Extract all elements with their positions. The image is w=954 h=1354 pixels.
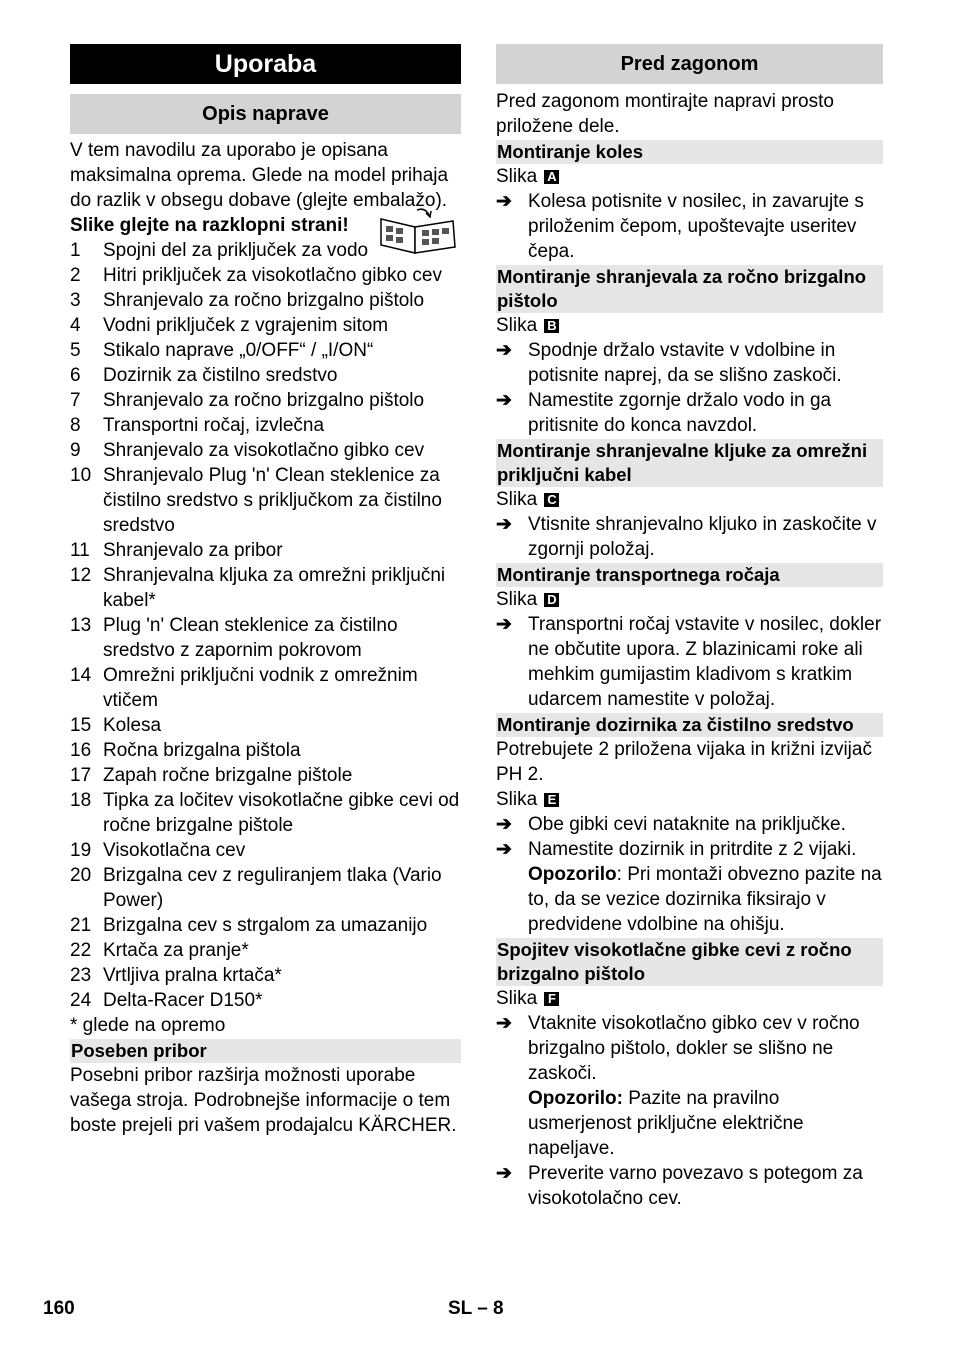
instruction-step: ➔ Vtisnite shranjevalno kljuko in zaskočite v zgornji položaj. bbox=[496, 514, 877, 560]
figure-badge: B bbox=[544, 319, 559, 333]
subheading-detergent-dispenser: Montiranje dozirnika za čistilno sredstvo bbox=[496, 713, 883, 737]
list-item: 10 Shranjevalo Plug 'n' Clean steklenice za čistilno sredstvo s priključkom za čistilno sredstvo bbox=[70, 465, 442, 536]
figure-badge: C bbox=[544, 493, 559, 507]
list-item: 19 Visokotlačna cev bbox=[70, 840, 246, 861]
figure-reference: Slika F bbox=[496, 986, 883, 1011]
section-heading-special-accessories: Poseben pribor bbox=[70, 1039, 461, 1063]
figure-reference: Slika B bbox=[496, 313, 883, 338]
instruction-step: ➔ Preverite varno povezavo s potegom za visokotolačno cev. bbox=[496, 1163, 863, 1209]
list-item: 4 Vodni priključek z vgrajenim sitom bbox=[70, 315, 389, 336]
figure-reference: Slika D bbox=[496, 587, 883, 612]
images-note-row bbox=[70, 213, 461, 238]
figure-badge: D bbox=[544, 593, 559, 607]
page-number: 160 bbox=[43, 1298, 75, 1319]
list-item: 6 Dozirnik za čistilno sredstvo bbox=[70, 365, 338, 386]
warning-note: Opozorilo: Pri montaži obvezno pazite na to, da se vezice dozirnika fiksirajo v predvidene vdolbine na ohišju. bbox=[528, 864, 882, 935]
list-item: 13 Plug 'n' Clean steklenice za čistilno sredstvo z zapornim pokrovom bbox=[70, 615, 398, 661]
list-item: 3 Shranjevalo za ročno brizgalno pištolo bbox=[70, 290, 425, 311]
figure-badge: F bbox=[544, 992, 559, 1006]
tools-paragraph: Potrebujete 2 priložena vijaka in križni izvijač PH 2. bbox=[496, 739, 872, 785]
instruction-step: ➔ Kolesa potisnite v nosilec, in zavarujte s priloženim čepom, upoštevajte useritev čepa. bbox=[496, 191, 864, 262]
list-item: 21 Brizgalna cev s strgalom za umazanijo bbox=[70, 915, 428, 936]
figure-reference: Slika E bbox=[496, 787, 883, 812]
warning-label: Opozorilo: bbox=[528, 1088, 623, 1109]
list-item: 11 Shranjevalo za pribor bbox=[70, 540, 283, 561]
list-item: 9 Shranjevalo za visokotlačno gibko cev bbox=[70, 440, 425, 461]
footnote: * glede na opremo bbox=[70, 1015, 226, 1036]
list-item: 7 Shranjevalo za ročno brizgalno pištolo bbox=[70, 390, 425, 411]
images-note: Slike glejte na razklopni strani! bbox=[70, 215, 349, 236]
instruction-step: ➔ Namestite zgornje držalo vodo in ga pritisnite do konca navzdol. bbox=[496, 390, 832, 436]
arrow-right-icon: ➔ bbox=[496, 514, 512, 535]
list-item: 24 Delta-Racer D150* bbox=[70, 990, 263, 1011]
instruction-step: ➔ Namestite dozirnik in pritrdite z 2 vijaki. bbox=[496, 839, 857, 860]
list-item: 18 Tipka za ločitev visokotlačne gibke cevi od ročne brizgalne pištole bbox=[70, 790, 460, 836]
arrow-right-icon: ➔ bbox=[496, 1013, 512, 1034]
list-item: 14 Omrežni priključni vodnik z omrežnim vtičem bbox=[70, 665, 418, 711]
subheading-transport-handle: Montiranje transportnega ročaja bbox=[496, 563, 883, 587]
subheading-wheels: Montiranje koles bbox=[496, 140, 883, 164]
figure-badge: A bbox=[544, 170, 559, 184]
arrow-right-icon: ➔ bbox=[496, 390, 512, 411]
accessories-paragraph: Posebni pribor razširja možnosti uporabe vašega stroja. Podrobnejše informacije o tem boste prejeli pri vašem prodajalcu KÄRCHER. bbox=[70, 1065, 457, 1136]
instruction-step: ➔ Obe gibki cevi nataknite na priključke. bbox=[496, 814, 846, 835]
arrow-right-icon: ➔ bbox=[496, 191, 512, 212]
startup-intro: Pred zagonom montirajte napravi prosto priložene dele. bbox=[496, 91, 834, 137]
section-heading-device-description: Opis naprave bbox=[70, 94, 461, 134]
subheading-cable-hook: Montiranje shranjevalne kljuke za omrežni priključni kabel bbox=[496, 439, 883, 487]
list-item: 12 Shranjevalna kljuka za omrežni priključni kabel* bbox=[70, 565, 446, 611]
warning-note: Opozorilo: Pazite na pravilno usmerjenost priključne električne napeljave. bbox=[528, 1088, 804, 1159]
list-item: 20 Brizgalna cev z reguliranjem tlaka (Vario Power) bbox=[70, 865, 442, 911]
arrow-right-icon: ➔ bbox=[496, 814, 512, 835]
intro-paragraph: V tem navodilu za uporabo je opisana maksimalna oprema. Glede na model prihaja do razlik v obsegu dobave (glejte embalažo). bbox=[70, 140, 449, 211]
list-item: 15 Kolesa bbox=[70, 715, 162, 736]
right-column bbox=[496, 44, 883, 1211]
warning-label: Opozorilo bbox=[528, 864, 617, 885]
list-item: 1 Spojni del za priključek za vodo bbox=[70, 240, 369, 261]
figure-reference: Slika A bbox=[496, 164, 883, 189]
section-heading-before-startup: Pred zagonom bbox=[496, 44, 883, 84]
list-item: 23 Vrtljiva pralna krtača* bbox=[70, 965, 282, 986]
arrow-right-icon: ➔ bbox=[496, 839, 512, 860]
instruction-step: ➔ Transportni ročaj vstavite v nosilec, dokler ne občutite upora. Z blazinicami roke ali mehkim gumijastim kladivom s kratkim udarcem namestite v položaj. bbox=[496, 614, 882, 710]
open-book-icon bbox=[377, 207, 459, 260]
list-item: 2 Hitri priključek za visokotlačno gibko cev bbox=[70, 265, 442, 286]
instruction-step: ➔ Vtaknite visokotlačno gibko cev v ročno brizgalno pištolo, dokler se slišno ne zaskoči. bbox=[496, 1013, 860, 1084]
chapter-title: Uporaba bbox=[70, 44, 461, 84]
list-item: 17 Zapah ročne brizgalne pištole bbox=[70, 765, 353, 786]
figure-reference: Slika C bbox=[496, 487, 883, 512]
arrow-right-icon: ➔ bbox=[496, 1163, 512, 1184]
list-item: 5 Stikalo naprave „0/OFF“ / „I/ON“ bbox=[70, 340, 374, 361]
left-column bbox=[70, 44, 461, 1138]
page-code: SL – 8 bbox=[448, 1298, 504, 1319]
arrow-right-icon: ➔ bbox=[496, 614, 512, 635]
figure-badge: E bbox=[544, 793, 559, 807]
list-item: 22 Krtača za pranje* bbox=[70, 940, 249, 961]
subheading-hose-connection: Spojitev visokotlačne gibke cevi z ročno brizgalno pištolo bbox=[496, 938, 883, 986]
parts-list bbox=[70, 238, 461, 1013]
arrow-right-icon: ➔ bbox=[496, 340, 512, 361]
subheading-gun-holder: Montiranje shranjevala za ročno brizgalno pištolo bbox=[496, 265, 883, 313]
list-item: 16 Ročna brizgalna pištola bbox=[70, 740, 301, 761]
instruction-step: ➔ Spodnje držalo vstavite v vdolbine in potisnite naprej, da se slišno zaskoči. bbox=[496, 340, 842, 386]
list-item: 8 Transportni ročaj, izvlečna bbox=[70, 415, 325, 436]
